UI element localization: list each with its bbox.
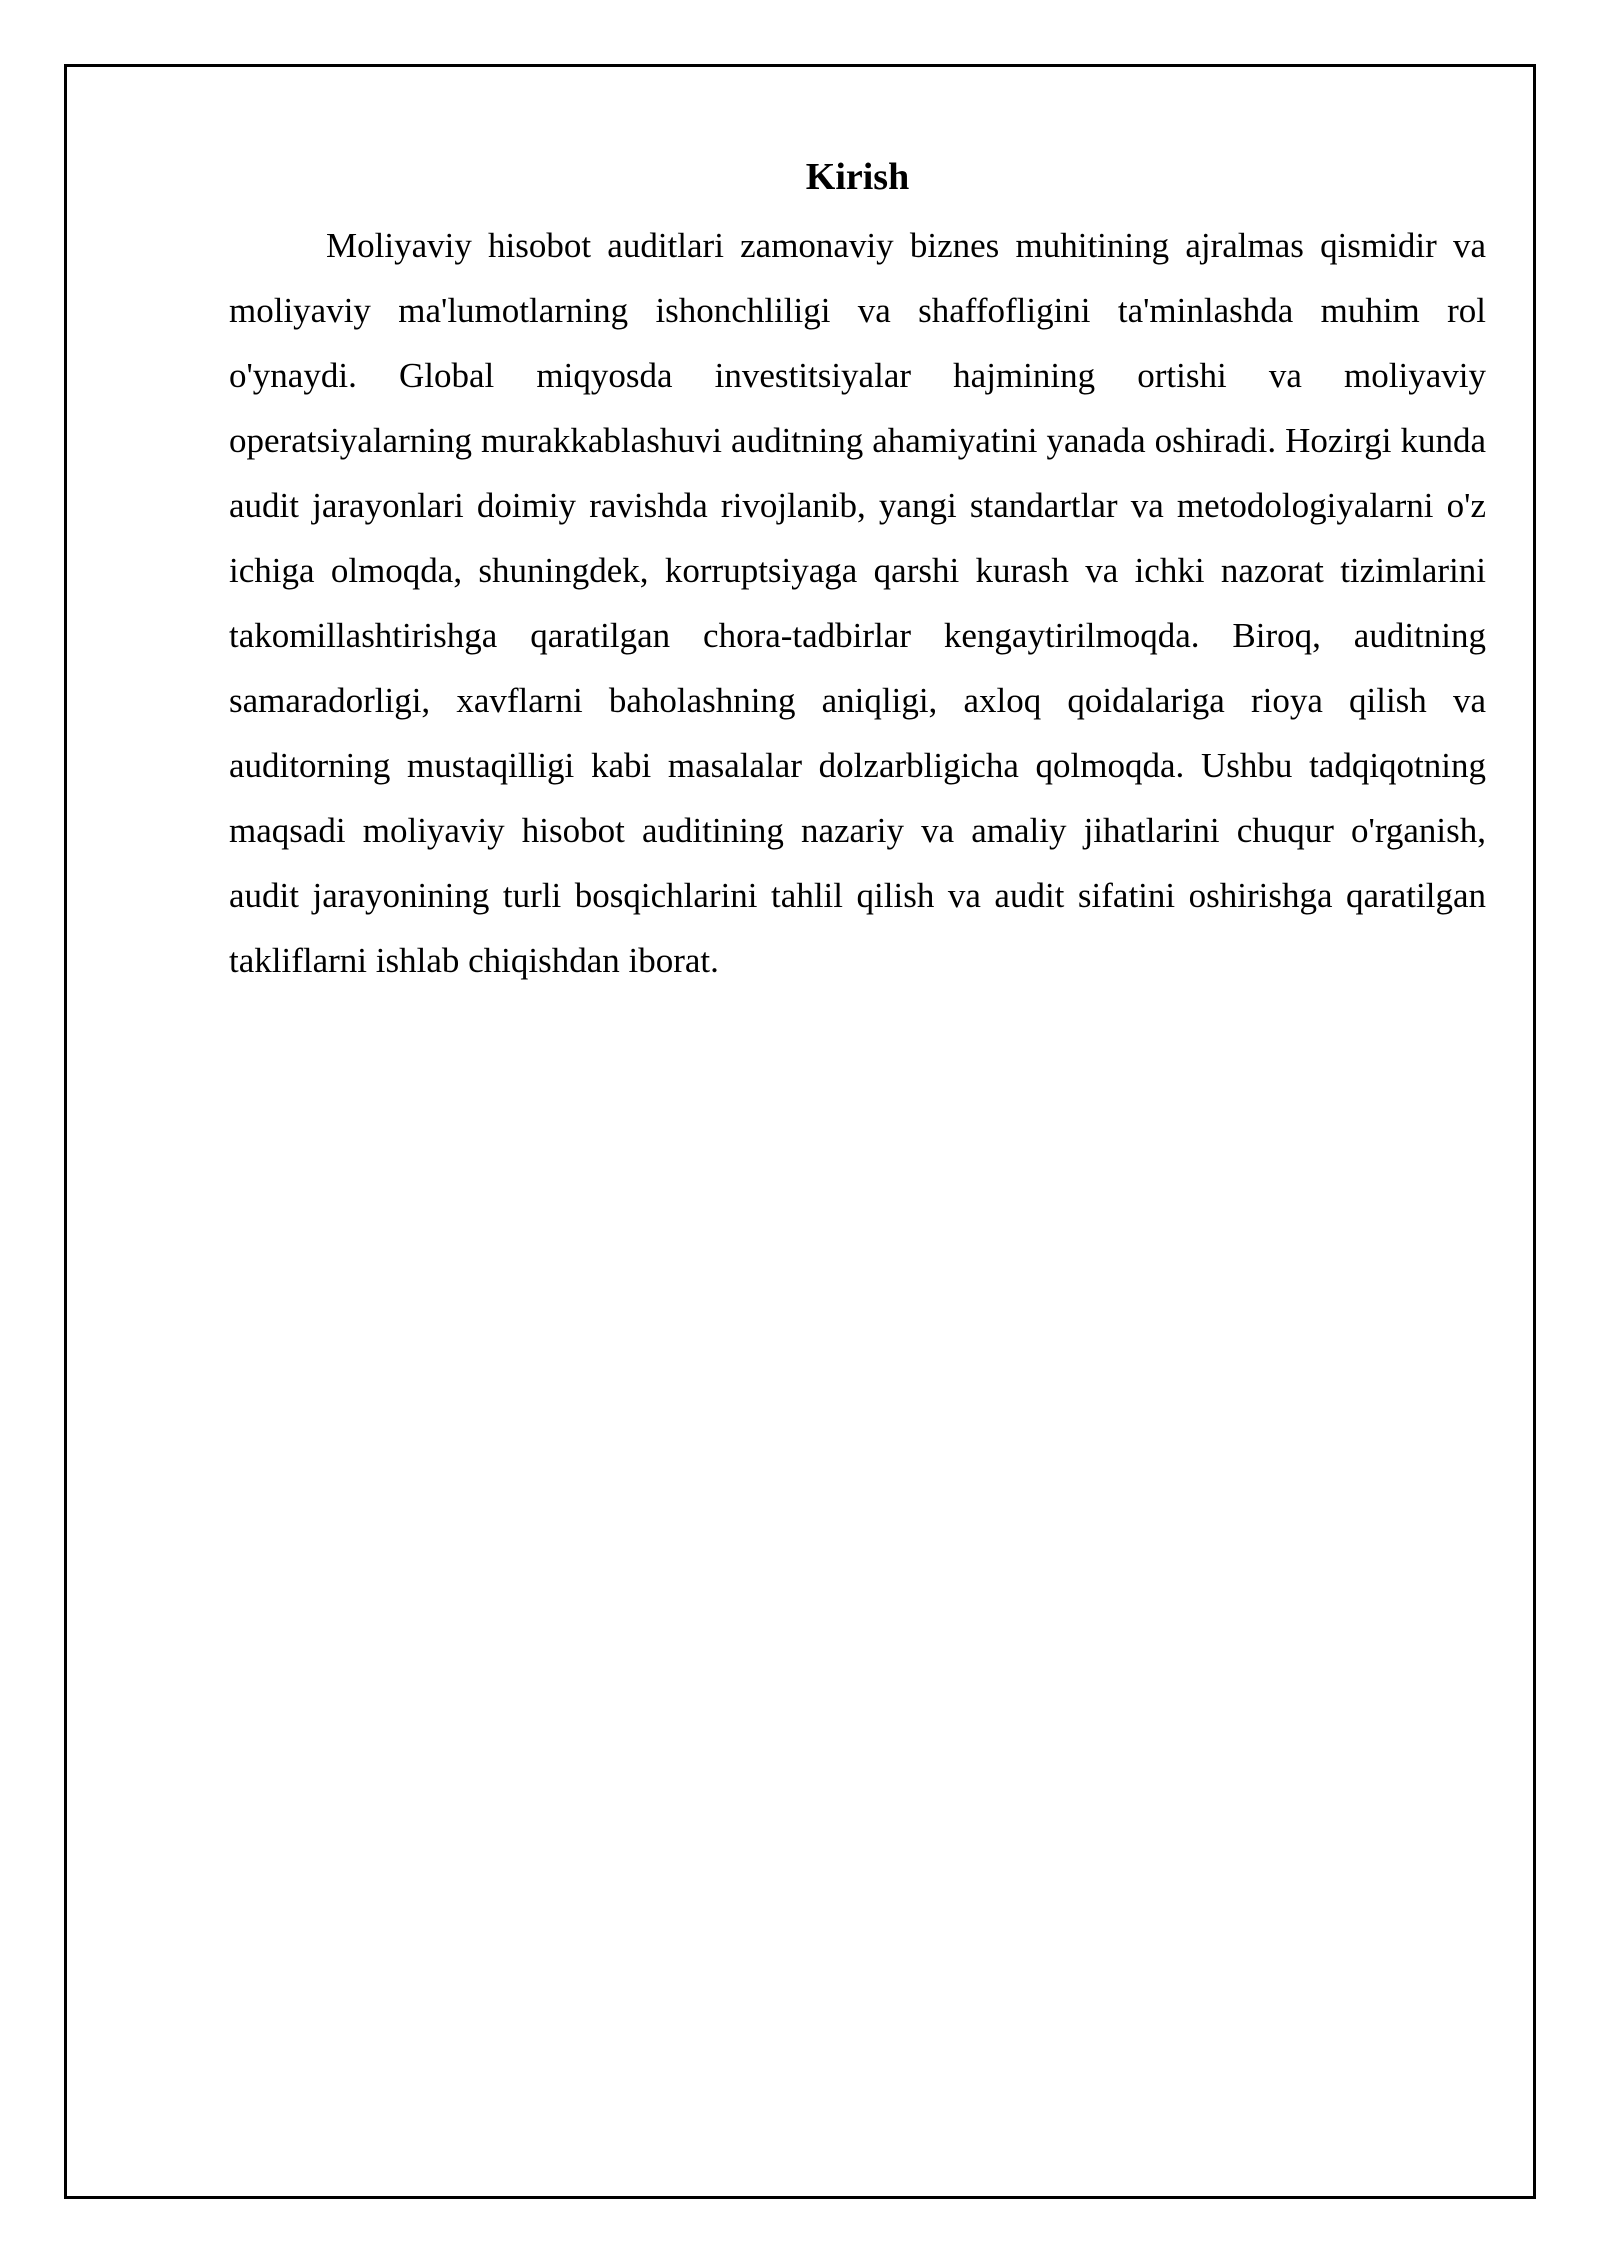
intro-paragraph: Moliyaviy hisobot auditlari zamonaviy biznes muhitining ajralmas qismidir va moliyaviy ma'lumotlarning ishonchliligi va shaffofligini ta'minlashda muhim rol o'ynaydi. Global miqyosda investitsiyalar hajmining ortishi va moliyaviy operatsiyalarning murakkablashuvi auditning ahamiyatini yanada oshiradi. Hozirgi kunda audit jarayonlari doimiy ravishda rivojlanib, yangi standartlar va metodologiyalarni o'z ichiga olmoqda, shuningdek, korruptsiyaga qarshi kurash va ichki nazorat tizimlarini takomillashtirishga qaratilgan chora-tadbirlar kengaytirilmoqda. Biroq, auditning samaradorligi, xavflarni baholashning aniqligi, axloq qoidalariga rioya qilish va auditorning mustaqilligi kabi masalalar dolzarbligicha qolmoqda. Ushbu tadqiqotning maqsadi moliyaviy hisobot auditining nazariy va amaliy jihatlarini chuqur o'rganish, audit jarayonining turli bosqichlarini tahlil qilish va audit sifatini oshirishga qaratilgan takliflarni ishlab chiqishdan iborat. bbox=[229, 226, 1486, 980]
document-body bbox=[229, 150, 1486, 993]
document-title: Kirish bbox=[805, 156, 910, 198]
